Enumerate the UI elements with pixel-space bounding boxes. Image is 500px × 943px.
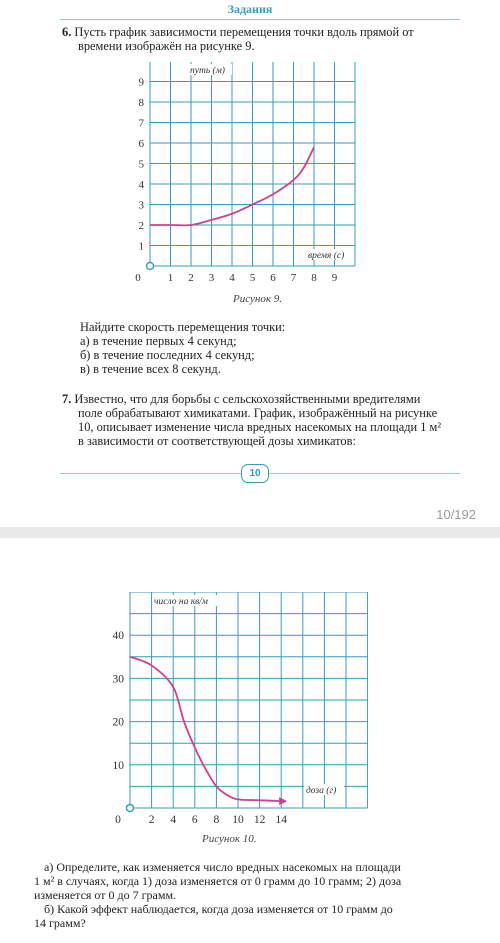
page-separator: [0, 527, 500, 538]
task6-question-c: в) в течение всех 8 секунд.: [80, 362, 221, 376]
y-axis-label: путь (м): [190, 66, 225, 76]
page-number-badge: 10: [241, 464, 269, 483]
x-tick-label: 3: [208, 272, 215, 284]
x-tick-label: 0: [135, 272, 141, 284]
task7-question-a-line-3: изменяется от 0 до 7 грамм.: [34, 888, 177, 902]
x-tick-label: 4: [170, 814, 177, 826]
y-tick-label: 6: [138, 138, 144, 150]
x-tick-label: 9: [331, 272, 338, 284]
textbook-page-11: [0, 538, 500, 943]
y-tick-label: 5: [138, 158, 144, 171]
task6-number: 6.: [62, 25, 72, 39]
x-tick-label: 8: [213, 814, 220, 826]
task7-question-b-line-2: 14 грамм?: [34, 916, 86, 930]
task7-question-b-line-1: б) Какой эффект наблюдается, когда доза изменяется от 10 грамм до: [44, 902, 393, 916]
task7-line-2: поле обрабатывают химикатами. График, изображённый на рисунке: [78, 406, 438, 420]
x-tick-label: 12: [253, 814, 266, 826]
task7-question-a-line-2: 1 м² в случаях, когда 1) доза изменяется от 0 грамм до 10 грамм; 2) доза: [34, 874, 402, 888]
task6-question-a: а) в течение первых 4 секунд;: [80, 334, 237, 348]
task7-number: 7.: [62, 392, 72, 406]
y-tick-label: 30: [112, 673, 124, 686]
header-divider: [60, 19, 460, 20]
task7-line-1: 7. Известно, что для борьбы с сельскохозяйственными вредителями: [62, 392, 421, 406]
y-tick-label: 2: [138, 220, 144, 232]
y-tick-label: 4: [138, 179, 144, 191]
y-tick-label: 9: [138, 76, 144, 89]
y-axis-label: число на кв/м: [154, 597, 208, 607]
series-arrow-head: [279, 797, 287, 805]
figure-10-chart: [108, 592, 368, 832]
x-tick-label: 2: [188, 272, 194, 284]
y-tick-label: 10: [112, 759, 124, 772]
figure-9-chart: [128, 62, 378, 290]
y-tick-label: 40: [112, 630, 124, 643]
task7-line-3: 10, описывает изменение числа вредных насекомых на площади 1 м²: [78, 420, 442, 434]
footer-divider-right: [268, 473, 460, 474]
x-axis-label: доза (г): [306, 786, 337, 796]
x-tick-label: 6: [191, 814, 198, 826]
section-header: Задания: [227, 2, 273, 16]
x-tick-label: 5: [249, 272, 256, 284]
figure-9-caption: Рисунок 9.: [233, 293, 283, 305]
x-tick-label: 14: [275, 814, 287, 826]
task6-line-2: времени изображён на рисунке 9.: [78, 39, 255, 53]
x-tick-label: 8: [311, 272, 317, 284]
x-tick-label: 0: [115, 814, 121, 826]
x-axis-label: время (с): [308, 251, 345, 261]
footer-divider-left: [60, 473, 241, 474]
figure-10-caption: Рисунок 10.: [202, 833, 257, 845]
task6-question-intro: Найдите скорость перемещения точки:: [80, 320, 286, 334]
origin-marker: [127, 805, 134, 812]
x-tick-label: 7: [290, 272, 297, 284]
y-tick-label: 1: [138, 240, 144, 253]
task7-question-a-line-1: а) Определите, как изменяется число вредных насекомых на площади: [44, 860, 401, 874]
y-tick-label: 8: [138, 97, 144, 109]
origin-marker: [147, 263, 154, 270]
x-tick-label: 10: [232, 814, 244, 826]
y-tick-label: 7: [138, 117, 144, 130]
x-tick-label: 4: [229, 272, 235, 284]
x-tick-label: 2: [148, 814, 155, 826]
y-tick-label: 3: [138, 199, 144, 212]
page-counter: 10/192: [436, 507, 476, 522]
task6-question-b: б) в течение последних 4 секунд;: [80, 348, 255, 362]
x-tick-label: 6: [270, 272, 276, 284]
y-tick-label: 20: [112, 716, 124, 729]
x-tick-label: 1: [167, 272, 174, 284]
task6-line-1: 6. Пусть график зависимости перемещения точки вдоль прямой от: [62, 25, 414, 39]
task7-line-4: в зависимости от соответствующей дозы химикатов:: [78, 434, 356, 448]
